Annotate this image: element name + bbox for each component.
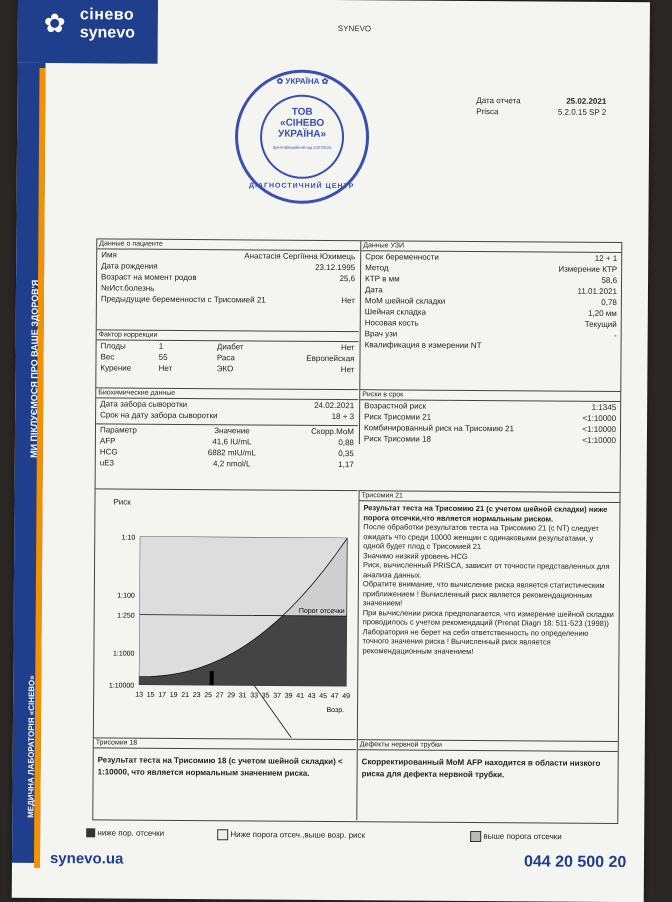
patient-marker — [210, 671, 214, 685]
t21-paragraph: После обработки результатов теста на Трисомию 21 (с NT) следует ожидать что среди 10000 женщин с одинаковыми результатами, у одной будет плод с Трисомией 21 — [363, 522, 615, 552]
x-tick-label: 47 — [331, 693, 339, 700]
risk-label: Риск Трисомии 21 — [364, 411, 431, 422]
y-tick-label: 1:250 — [117, 613, 135, 620]
patient-value: 25,6 — [339, 273, 355, 284]
risk-row — [360, 433, 620, 446]
correction-cell: Плоды — [101, 340, 159, 351]
y-tick-label: 1:100 — [117, 593, 135, 600]
report-date: 25.02.2021 — [566, 96, 606, 107]
uzi-label: Метод — [365, 262, 389, 273]
uzi-label: Квалификация в измерении NT — [365, 339, 482, 351]
x-axis-label: Возр. — [326, 707, 344, 714]
t21-section — [357, 490, 620, 741]
x-tick-label: 29 — [227, 692, 235, 699]
t21-paragraph: Обратите внимание, что вычисление риска является статистическим приближением ! Вычисленный риск является рекомендационным значением! — [363, 579, 615, 609]
t21-paragraph: Значимо низкий уровень HCG — [363, 551, 615, 562]
x-tick-label: 19 — [170, 692, 178, 699]
uzi-label: МоМ шейной складки — [365, 295, 445, 307]
correction-cell: 55 — [159, 352, 217, 363]
bio-param-cell: Скорр.МоМ — [284, 426, 354, 437]
risk-label: Риск Трисомии 18 — [364, 433, 431, 444]
stamp-top-text: ✿ УКРАЇНА ✿ — [238, 76, 366, 86]
uzi-value: Измерение КТР — [558, 264, 617, 275]
x-tick-label: 41 — [296, 693, 304, 700]
site-link[interactable]: synevo.ua — [50, 850, 123, 868]
bio-section — [96, 387, 359, 470]
patient-section — [97, 239, 359, 306]
x-tick-label: 45 — [319, 693, 327, 700]
uzi-value: 12 + 1 — [595, 253, 618, 264]
x-tick-label: 17 — [158, 692, 166, 699]
correction-cell: 1 — [159, 341, 217, 352]
y-tick-label: 1:10 — [122, 535, 136, 542]
correction-cell: Нет — [159, 363, 217, 374]
t21-title: Трисомия 21 — [360, 491, 620, 503]
x-tick-label: 43 — [308, 693, 316, 700]
bio-label: Срок на дату забора сыворотки — [100, 409, 217, 421]
t21-conclusion: Результат теста на Трисомию 21 (с учетом шейной складки) ниже порога отсечки,что является нормальным риском. — [363, 503, 615, 524]
bio-row — [96, 409, 358, 422]
uzi-label: Носовая кость — [365, 317, 419, 328]
uzi-title: Данные УЗИ — [361, 241, 621, 253]
stamp-name: ТОВ «СІНЕВО УКРАЇНА» — [238, 106, 366, 140]
uzi-label: Врач узи — [365, 328, 398, 339]
x-tick-label: 15 — [147, 692, 155, 699]
risk-value: <1:10000 — [582, 424, 616, 435]
patient-label: Имя — [101, 249, 117, 260]
software-version: 5.2.0.15 SP 2 — [558, 107, 606, 118]
risk-value: 1:1345 — [592, 402, 617, 413]
t21-paragraph: При вычислении риска предполагается, что измерение шейной складки проводилось с учетом рекомендаций (Prenat Diagn 18: 511-523 (1998)) — [363, 608, 615, 629]
uzi-row — [361, 339, 621, 352]
correction-cell: Раса — [217, 352, 275, 363]
uzi-row — [361, 317, 621, 330]
bio-param-cell: HCG — [100, 446, 180, 458]
y-tick-label: 1:10000 — [109, 682, 134, 689]
risks-section — [359, 389, 620, 446]
uzi-value: 0,78 — [601, 297, 617, 308]
risk-chart-section — [94, 488, 358, 739]
t18-conclusion: Результат теста на Трисомию 18 (с учетом шейной складки) < 1:10000, что является нормальным значением риска. — [94, 748, 356, 786]
stamp-code: Ідентифікаційний код 34278124 — [238, 144, 366, 150]
uzi-value: Текущий — [585, 319, 617, 330]
x-tick-label: 49 — [342, 693, 350, 700]
correction-title: Фактор коррекции — [97, 330, 359, 342]
report-date-label: Дата отчета — [476, 95, 520, 106]
correction-row — [96, 362, 358, 375]
stamp-bottom-text: ДІАГНОСТИЧНИЙ ЦЕНТР — [238, 182, 366, 190]
bio-param-cell: AFP — [100, 435, 180, 447]
bio-param-row — [96, 457, 358, 470]
correction-cell: Нет — [275, 342, 355, 354]
x-tick-label: 23 — [193, 692, 201, 699]
bio-param-cell: Значение — [182, 425, 282, 437]
x-tick-label: 33 — [250, 692, 258, 699]
uzi-row — [361, 251, 621, 264]
correction-cell: Нет — [275, 364, 355, 376]
bio-param-cell: 0,35 — [284, 448, 354, 459]
bio-param-cell: 1,17 — [284, 459, 354, 470]
legend-above-cutoff: выше порога отсечки — [470, 831, 562, 843]
t18-title: Трисомия 18 — [94, 738, 356, 750]
x-tick-label: 31 — [239, 692, 247, 699]
bio-param-cell: 6882 mIU/mL — [182, 447, 282, 459]
bio-label: Дата забора сыворотки — [100, 398, 187, 410]
uzi-value: 58,6 — [601, 275, 617, 286]
cutoff-label: Порог отсечки — [299, 608, 345, 615]
phone-number[interactable]: 044 20 500 20 — [524, 853, 626, 872]
x-tick-label: 13 — [135, 692, 143, 699]
ntd-conclusion: Скорректированный МоМ AFP находится в области низкого риска для дефекта нервной трубки. — [358, 750, 618, 788]
software-name: Prisca — [476, 106, 498, 117]
uzi-label: КТР в мм — [365, 273, 400, 284]
ntd-title: Дефекты нервной трубки — [358, 740, 618, 752]
risk-chart — [94, 506, 358, 738]
patient-label: Дата рождения — [101, 260, 158, 271]
uzi-label: Срок беременности — [365, 251, 439, 263]
risk-value: <1:10000 — [582, 413, 616, 424]
bio-value: 24.02.2021 — [314, 400, 354, 411]
uzi-section — [359, 241, 621, 391]
uzi-label: Шейная складка — [365, 306, 426, 317]
correction-section — [96, 329, 358, 375]
x-tick-label: 37 — [273, 693, 281, 700]
uzi-value: 1,20 мм — [588, 308, 617, 319]
official-stamp — [235, 69, 370, 204]
legend-below-cutoff: ниже пор. отсечки — [86, 828, 164, 838]
chart-title: Риск — [95, 489, 357, 508]
ntd-section — [356, 739, 618, 822]
correction-cell: Европейская — [275, 353, 355, 365]
correction-cell: Диабет — [217, 341, 275, 352]
uzi-value: 11.01.2021 — [577, 286, 617, 297]
uzi-label: Дата — [365, 284, 383, 295]
x-tick-label: 25 — [204, 692, 212, 699]
patient-title: Данные о пациенте — [97, 239, 359, 251]
correction-cell: Вес — [100, 351, 158, 362]
risk-label: Комбинированный риск на Трисомию 21 — [364, 422, 514, 434]
t21-paragraph: Лаборатория не берет на себя ответственность по определению точного значения риска ! Вычисленный риск является рекомендационным значением! — [362, 627, 614, 657]
report-info — [472, 95, 610, 118]
document-page — [12, 0, 650, 902]
bio-param-cell: 4,2 nmol/L — [182, 458, 282, 470]
patient-value: Нет — [341, 295, 355, 306]
bio-param-cell: 0,88 — [284, 437, 354, 448]
t21-paragraph: Риск, вычисленный PRISCA, зависит от точности представленных для анализа данных. — [363, 560, 615, 581]
brand-name-ua: сінево — [80, 6, 134, 24]
x-tick-label: 39 — [285, 693, 293, 700]
x-tick-label: 27 — [216, 692, 224, 699]
bio-param-cell: 41,6 IU/mL — [182, 436, 282, 448]
bio-title: Биохимические данные — [96, 388, 358, 400]
risks-title: Риски в срок — [360, 390, 620, 402]
y-tick-label: 1:1000 — [113, 650, 135, 657]
patient-label: №Ист.болезнь — [101, 282, 154, 293]
flower-logo-icon: ✿ — [44, 10, 66, 36]
correction-cell: Курение — [100, 362, 158, 373]
uzi-value: - — [614, 330, 617, 341]
vertical-lab-name: МЕДИЧНА ЛАБОРАТОРІЯ «СІНЕВО» — [26, 458, 38, 818]
x-tick-label: 21 — [181, 692, 189, 699]
x-tick-label: 35 — [262, 693, 270, 700]
patient-row — [97, 293, 359, 306]
risk-value: <1:10000 — [582, 435, 616, 446]
brand-name-en: synevo — [80, 24, 135, 42]
bio-param-cell: Параметр — [100, 424, 180, 436]
patient-value: 23.12.1995 — [315, 262, 355, 273]
patient-value: Анастасія Сергіїнна Юхимець — [244, 250, 355, 262]
vertical-slogan: МИ ПІКЛУЄМОСЯ ПРО ВАШЕ ЗДОРОВ'Я — [29, 98, 42, 458]
patient-label: Возраст на момент родов — [101, 271, 197, 283]
bio-param-cell: uE3 — [100, 457, 180, 469]
bio-value: 18 + 3 — [332, 411, 355, 422]
legend-between: Ниже порога отсеч.,выше возр. риск — [217, 829, 365, 841]
risk-label: Возрастной риск — [364, 400, 426, 411]
correction-cell: ЭКО — [217, 363, 275, 374]
patient-label: Предыдущие беременности с Трисомией 21 — [101, 293, 266, 305]
header-brand: SYNEVO — [338, 24, 371, 33]
t18-section — [93, 737, 356, 820]
